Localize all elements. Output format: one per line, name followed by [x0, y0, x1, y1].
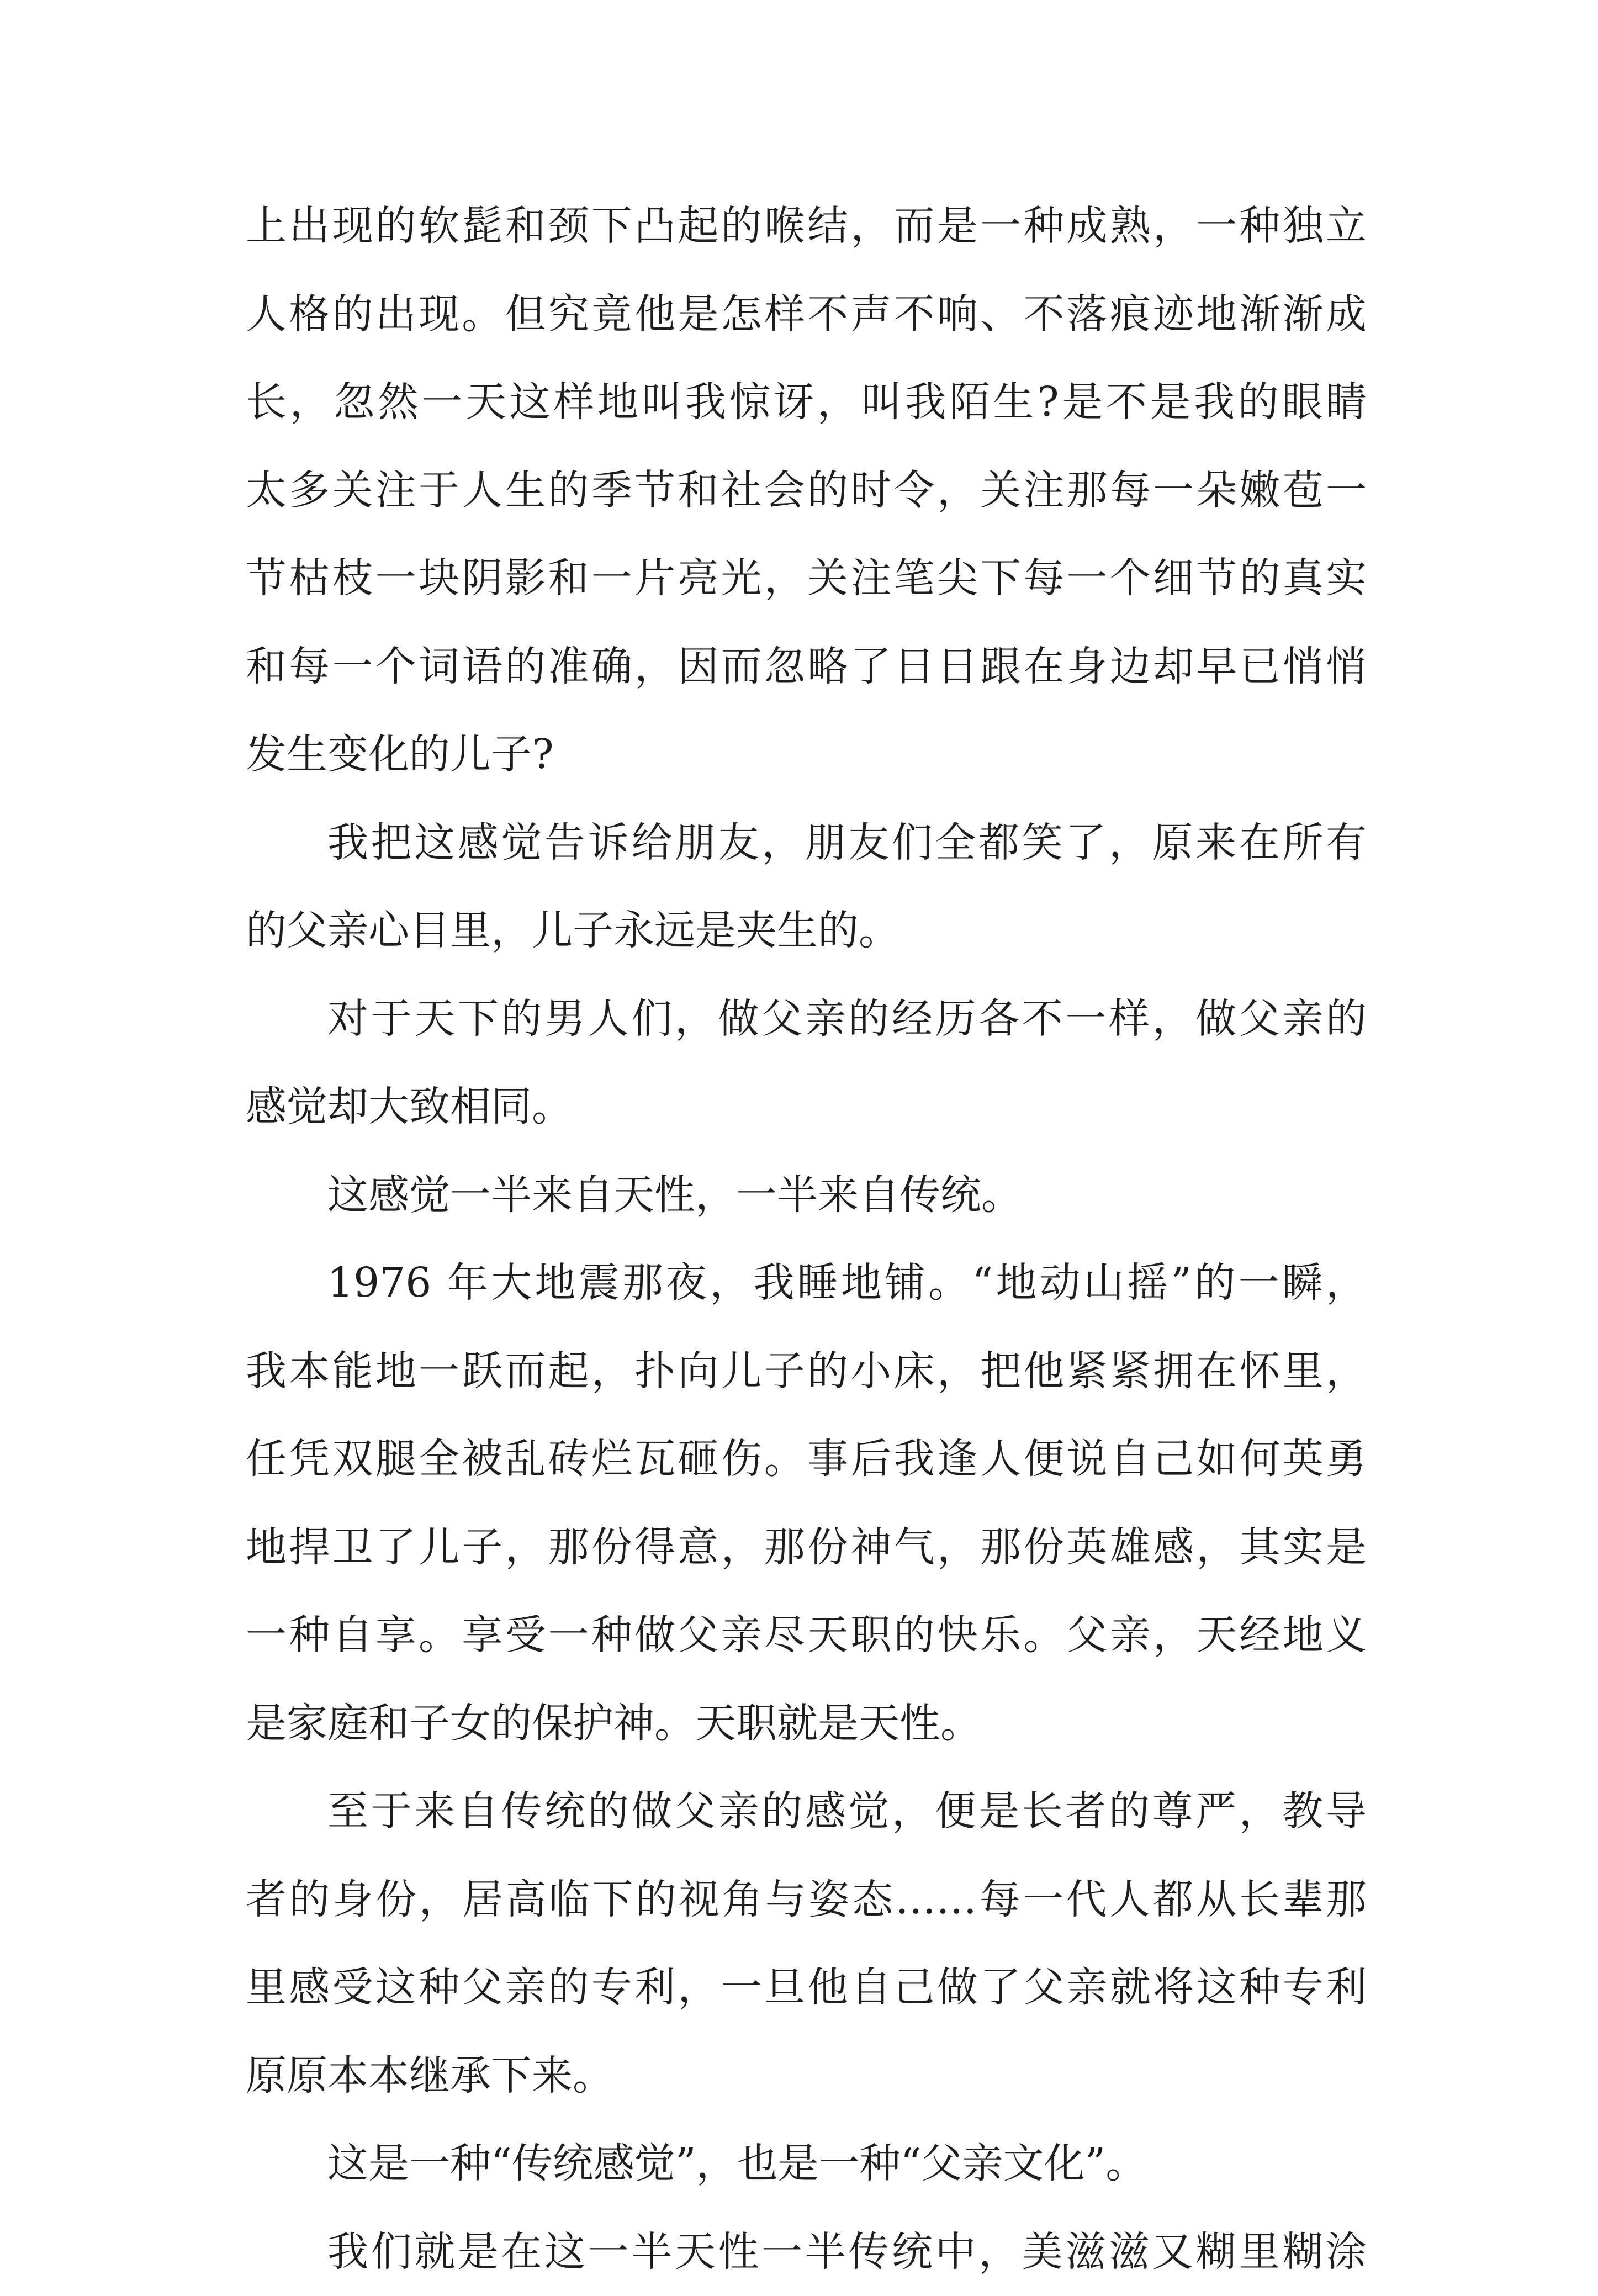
text-line: 我本能地一跃而起，扑向儿子的小床，把他紧紧拥在怀里，	[246, 1327, 1367, 1416]
text-line: 这是一种“传统感觉”，也是一种“父亲文化”。	[246, 2120, 1367, 2208]
text-line: 长，忽然一天这样地叫我惊讶，叫我陌生?是不是我的眼睛	[246, 358, 1367, 447]
text-line: 1976 年大地震那夜，我睡地铺。“地动山摇”的一瞬，	[246, 1239, 1367, 1327]
body-text	[246, 182, 1367, 2296]
text-line: 我们就是在这一半天性一半传统中，美滋滋又糊里糊涂	[246, 2208, 1367, 2296]
text-line: 上出现的软髭和颈下凸起的喉结，而是一种成熟，一种独立	[246, 182, 1367, 271]
text-line: 发生变化的儿子?	[246, 711, 1367, 799]
text-line: 太多关注于人生的季节和社会的时令，关注那每一朵嫩苞一	[246, 447, 1367, 535]
text-line: 我把这感觉告诉给朋友，朋友们全都笑了，原来在所有	[246, 799, 1367, 887]
text-line: 感觉却大致相同。	[246, 1063, 1367, 1151]
text-line: 节枯枝一块阴影和一片亮光，关注笔尖下每一个细节的真实	[246, 535, 1367, 623]
text-line: 是家庭和子女的保护神。天职就是天性。	[246, 1680, 1367, 1768]
text-line: 这感觉一半来自天性，一半来自传统。	[246, 1151, 1367, 1240]
text-line: 任凭双腿全被乱砖烂瓦砸伤。事后我逢人便说自己如何英勇	[246, 1415, 1367, 1504]
text-line: 至于来自传统的做父亲的感觉，便是长者的尊严，教导	[246, 1768, 1367, 1856]
text-line: 一种自享。享受一种做父亲尽天职的快乐。父亲，天经地义	[246, 1591, 1367, 1680]
text-line: 人格的出现。但究竟他是怎样不声不响、不落痕迹地渐渐成	[246, 271, 1367, 359]
text-line: 者的身份，居高临下的视角与姿态……每一代人都从长辈那	[246, 1856, 1367, 1944]
text-line: 里感受这种父亲的专利，一旦他自己做了父亲就将这种专利	[246, 1944, 1367, 2032]
text-line: 对于天下的男人们，做父亲的经历各不一样，做父亲的	[246, 975, 1367, 1064]
text-line: 地捍卫了儿子，那份得意，那份神气，那份英雄感，其实是	[246, 1504, 1367, 1592]
text-line: 原原本本继承下来。	[246, 2032, 1367, 2120]
text-line: 的父亲心目里，儿子永远是夹生的。	[246, 887, 1367, 975]
text-line: 和每一个词语的准确，因而忽略了日日跟在身边却早已悄悄	[246, 623, 1367, 711]
